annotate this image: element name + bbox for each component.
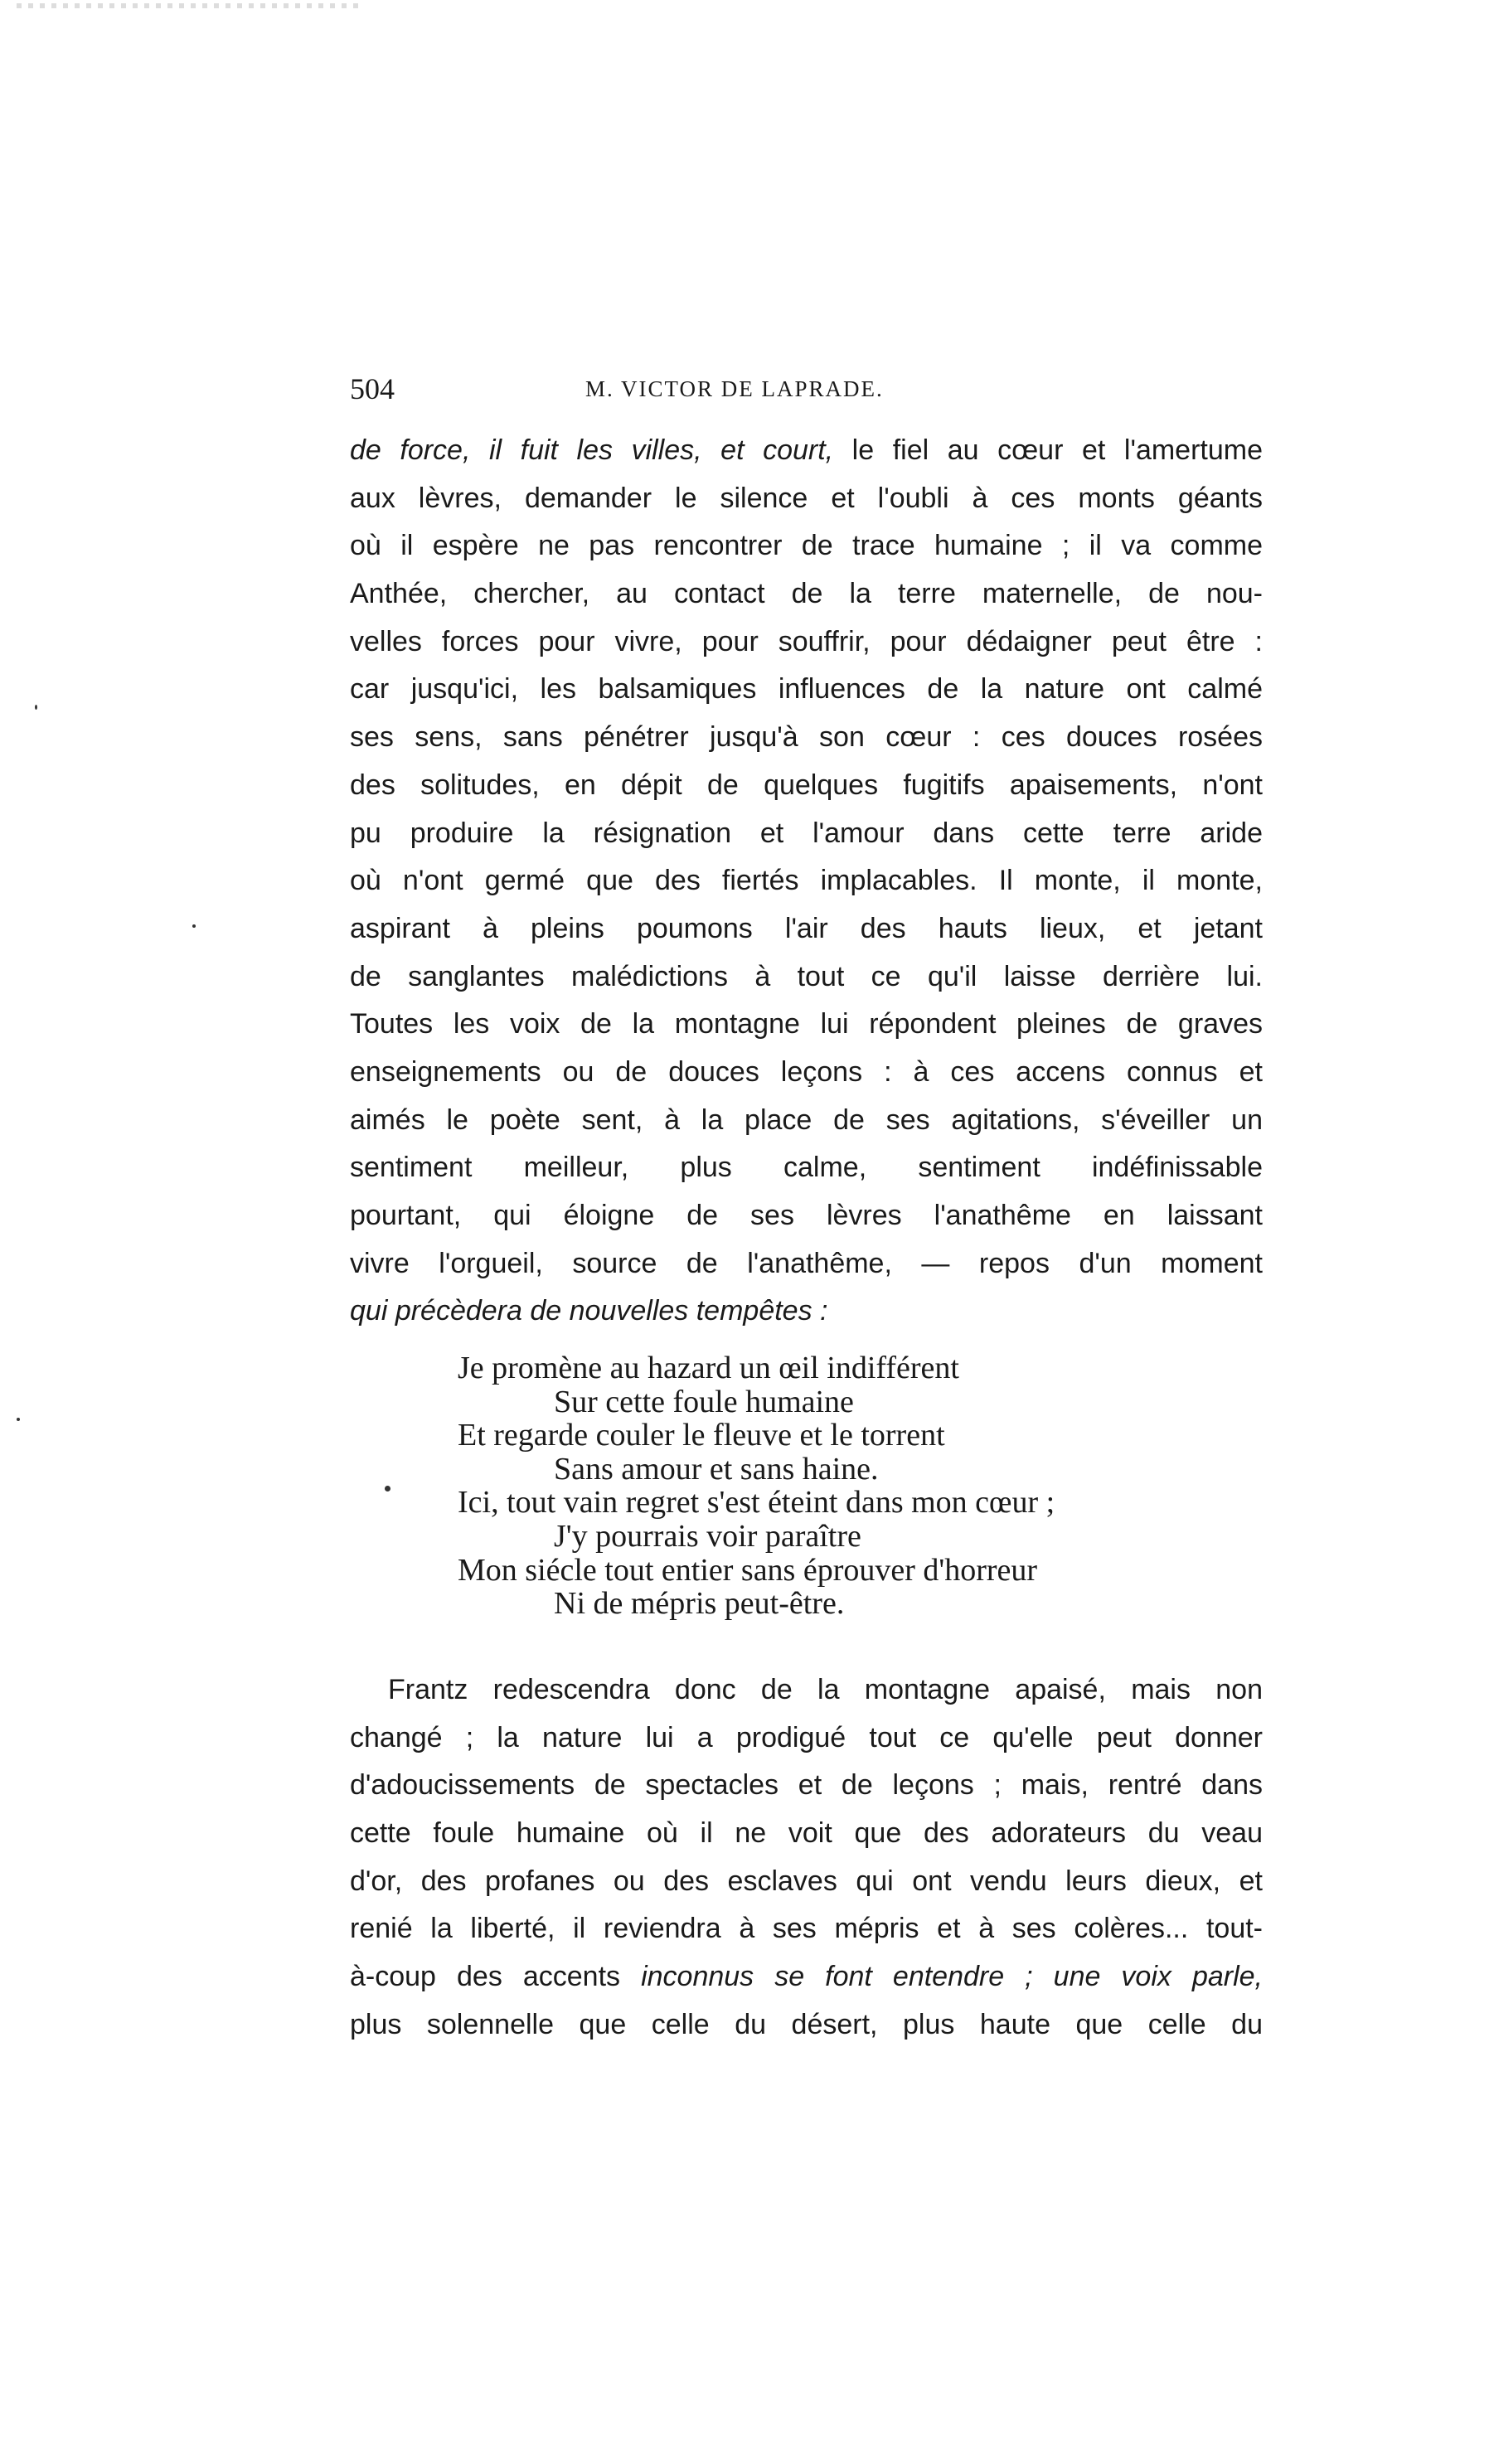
text-segment: aspirant à pleins poumons l'air des hauts lieux, et jetant — [350, 912, 1263, 944]
text-segment: ses sens, sans pénétrer jusqu'à son cœur : ces douces rosées — [350, 721, 1263, 754]
page-number: 504 — [350, 372, 395, 405]
text-line — [350, 1288, 1263, 1336]
text-line — [350, 570, 1263, 618]
text-segment: de sanglantes malédictions à tout ce qu'il laisse derrière lui. — [350, 960, 1263, 992]
text-line — [350, 762, 1263, 810]
text-line — [350, 1001, 1263, 1049]
text-line — [350, 714, 1263, 762]
text-line — [350, 1666, 1263, 1715]
text-segment: où n'ont germé que des fiertés implacables. Il monte, il monte, — [350, 865, 1263, 897]
text-line — [350, 857, 1263, 905]
verse-line: Sans amour et sans haine. — [554, 1451, 879, 1487]
text-segment: aux lèvres, demander le silence et l'oubli à ces monts géants — [350, 482, 1263, 514]
text-line — [350, 1049, 1263, 1097]
text-segment: des solitudes, en dépit de quelques fugitifs apaisements, n'ont — [350, 769, 1263, 801]
verse-line: Je promène au hazard un œil indifférent — [458, 1351, 959, 1385]
running-header — [350, 371, 1263, 408]
verse-line: Mon siécle tout entier sans éprouver d'horreur — [458, 1552, 1038, 1588]
text-segment: plus solennelle que celle du désert, plus haute que celle du — [350, 2008, 1263, 2040]
text-segment: d'or, des profanes ou des esclaves qui ont vendu leurs dieux, et — [350, 1865, 1263, 1897]
text-segment: changé ; la nature lui a prodigué tout ce qu'elle peut donner — [350, 1721, 1263, 1753]
text-segment: à-coup des accents — [350, 1961, 642, 1993]
verse-line: J'y pourrais voir paraître — [554, 1518, 861, 1554]
text-segment: car jusqu'ici, les balsamiques influences de la nature ont calmé — [350, 673, 1263, 706]
ink-speck — [17, 1418, 20, 1421]
italic-text: inconnus se font entendre ; une voix parle, — [641, 1961, 1263, 1993]
text-line — [350, 2001, 1263, 2049]
text-segment: Toutes les voix de la montagne lui répondent pleines de graves — [350, 1008, 1263, 1040]
text-line — [350, 475, 1263, 523]
text-line — [350, 810, 1263, 858]
verse-line: Ici, tout vain regret s'est éteint dans mon cœur ; — [458, 1485, 1055, 1521]
text-line — [350, 953, 1263, 1002]
text-segment: renié la liberté, il reviendra à ses mépris et à ses colères... tout- — [350, 1913, 1263, 1945]
text-segment: le fiel au cœur et l'amertume — [833, 434, 1263, 466]
paragraph-2 — [350, 1666, 1263, 2049]
verse-line: Et regarde couler le fleuve et le torrent — [458, 1418, 945, 1453]
text-line — [350, 1144, 1263, 1192]
scan-noise — [17, 3, 365, 8]
text-segment: sentiment meilleur, plus calme, sentiment indéfinissable — [350, 1152, 1263, 1184]
text-line — [350, 1905, 1263, 1953]
text-line — [350, 618, 1263, 667]
text-segment: vivre l'orgueil, source de l'anathême, — repos d'un moment — [350, 1247, 1263, 1279]
text-segment: Frantz redescendra donc de la montagne apaisé, mais non — [388, 1674, 1263, 1705]
text-line — [350, 427, 1263, 475]
text-segment: velles forces pour vivre, pour souffrir, pour dédaigner peut être : — [350, 625, 1263, 657]
paragraph-1 — [350, 427, 1263, 1336]
text-line — [350, 1097, 1263, 1145]
text-segment: Anthée, chercher, au contact de la terre maternelle, de nou- — [350, 578, 1263, 610]
italic-text: de force, il fuit les villes, et court, — [350, 434, 834, 466]
text-line — [350, 1858, 1263, 1906]
verse-quotation — [458, 1351, 1055, 1621]
text-segment: pu produire la résignation et l'amour dans cette terre aride — [350, 817, 1263, 849]
text-segment: où il espère ne pas rencontrer de trace humaine ; il va comme — [350, 530, 1263, 562]
ink-speck — [35, 705, 37, 710]
text-line — [350, 1953, 1263, 2001]
text-segment: enseignements ou de douces leçons : à ces accens connus et — [350, 1055, 1263, 1088]
text-line — [350, 1240, 1263, 1288]
ink-speck — [385, 1486, 390, 1491]
italic-text: qui précèdera de nouvelles tempêtes : — [350, 1295, 828, 1327]
text-segment: aimés le poète sent, à la place de ses agitations, s'éveiller un — [350, 1103, 1263, 1136]
text-line — [350, 1715, 1263, 1763]
verse-line: Sur cette foule humaine — [554, 1384, 854, 1419]
text-line — [350, 666, 1263, 714]
text-line — [350, 1762, 1263, 1810]
text-line — [350, 1192, 1263, 1240]
text-line — [350, 522, 1263, 570]
ink-speck — [192, 924, 196, 928]
text-line — [350, 905, 1263, 953]
running-title: M. VICTOR DE LAPRADE. — [585, 376, 884, 401]
text-line — [350, 1810, 1263, 1858]
text-segment: pourtant, qui éloigne de ses lèvres l'anathême en laissant — [350, 1200, 1263, 1231]
text-segment: d'adoucissements de spectacles et de leçons ; mais, rentré dans — [350, 1769, 1263, 1802]
verse-line: Ni de mépris peut-être. — [554, 1586, 845, 1622]
text-segment: cette foule humaine où il ne voit que des adorateurs du veau — [350, 1817, 1263, 1850]
